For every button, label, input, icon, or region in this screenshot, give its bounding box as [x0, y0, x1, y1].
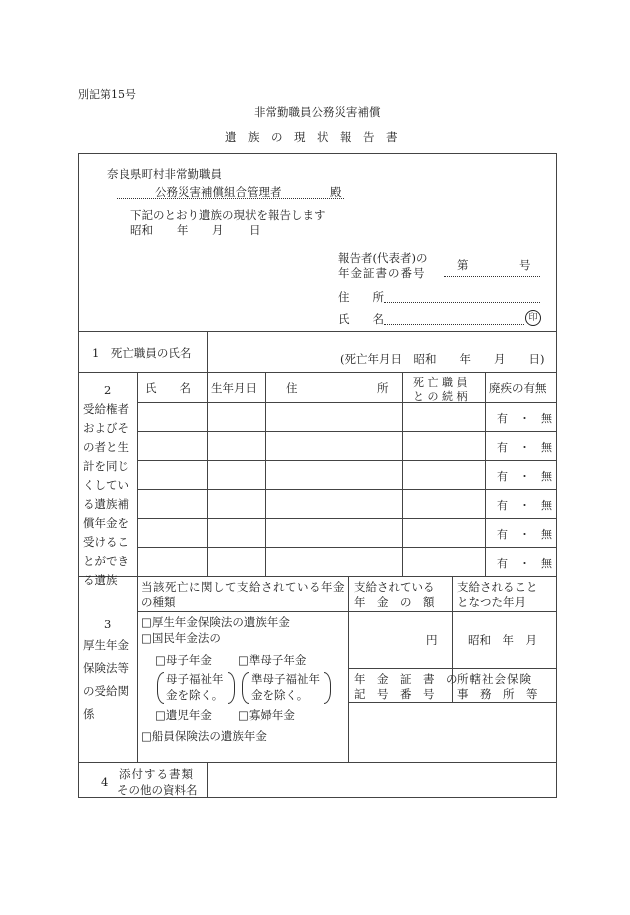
col-birth: 生年月日: [211, 381, 257, 395]
col-relation-1: 死 亡 職 員: [413, 376, 468, 389]
sec2-number: 2: [104, 383, 112, 397]
line-col-relation: [402, 372, 403, 576]
addressee-org: 奈良県町村非常勤職員: [107, 167, 222, 181]
sec3-side-label-4: 係: [83, 707, 95, 721]
title-line-1: 非常勤職員公務災害補償: [254, 105, 381, 119]
sec4-number: 4: [101, 775, 109, 789]
note-mother-child-2: 金を除く。: [166, 688, 224, 702]
sec3-side-label-1: 厚生年金: [83, 638, 129, 652]
sec4-label-1: 添付する書類: [119, 767, 194, 781]
frame-top: [78, 153, 556, 154]
report-date-year: 年: [177, 223, 189, 237]
h-amount-1: 支給されている: [354, 580, 435, 594]
h-start-2: となつた年月: [457, 595, 526, 609]
line-sec3-mid2: [348, 702, 556, 703]
col-address-2: 所: [377, 381, 389, 395]
cert-underline: [444, 276, 540, 277]
line-sec1-divider: [207, 331, 208, 372]
line-sec3-col1: [348, 576, 349, 762]
line-sec3-top: [78, 576, 556, 577]
h-pension-type-2: の種類: [141, 595, 176, 609]
option-employee-pension: □厚生年金保険法の遺族年金: [141, 615, 290, 629]
option-widow-pension: □寡婦年金: [238, 708, 295, 722]
sec3-side-label-2: 保険法等: [83, 661, 129, 675]
line-sec1-top: [78, 331, 556, 332]
frame-left: [78, 153, 79, 798]
h-cert-number-1: 年 金 証 書 の: [354, 672, 458, 686]
note-mother-child-1: 母子福祉年: [166, 672, 224, 686]
disability-choice: 有 ・ 無: [497, 412, 552, 425]
note-semi-mother-child-2: 金を除く。: [251, 688, 309, 702]
h-start-1: 支給されること: [457, 580, 538, 594]
disability-choice: 有 ・ 無: [497, 441, 552, 454]
h-cert-number-2: 記 号 番 号: [354, 687, 435, 701]
form-number: 別記第15号: [78, 88, 136, 101]
cert-prefix: 第: [457, 258, 469, 272]
document-title: 遺 族 の 現 状 報 告 書: [225, 130, 398, 144]
paren-right-icon: [228, 672, 235, 704]
disability-choice: 有 ・ 無: [497, 499, 552, 512]
line-sec4-divider: [207, 762, 208, 797]
seal-icon: 印: [525, 310, 541, 326]
name-underline: [384, 324, 524, 325]
reporter-label-2: 年金証書の番号: [338, 266, 426, 280]
report-date-day: 日: [249, 223, 261, 237]
line-row: [137, 518, 556, 519]
reporter-label-1: 報告者(代表者)の: [338, 251, 428, 265]
sec1-death-date: (死亡年月日 昭和 年 月 日): [340, 352, 545, 366]
sec3-number: 3: [104, 617, 112, 631]
col-relation-2: と の 続 柄: [413, 390, 468, 403]
h-pension-type-1: 当該死亡に関して支給されている年金: [141, 580, 345, 594]
option-mother-child: □母子年金: [155, 653, 212, 667]
option-national-pension: □国民年金法の: [141, 631, 221, 645]
yen-unit: 円: [426, 633, 438, 647]
option-semi-mother-child: □準母子年金: [238, 653, 307, 667]
line-col-addr: [265, 372, 266, 576]
disability-choice: 有 ・ 無: [497, 557, 552, 570]
line-sec2-header: [137, 402, 556, 403]
sec3-side-label-3: の受給関: [83, 684, 129, 698]
disability-choice: 有 ・ 無: [497, 470, 552, 483]
col-name: 氏 名: [145, 381, 191, 395]
paren-left-icon: [157, 672, 164, 704]
col-address-1: 住: [286, 381, 298, 395]
note-semi-mother-child-1: 準母子福祉年: [251, 672, 320, 686]
address-underline: [384, 302, 540, 303]
line-col-birth: [207, 372, 208, 576]
paren-right-icon: [324, 672, 331, 704]
h-amount-2: 年 金 の 額: [354, 595, 435, 609]
line-row: [137, 489, 556, 490]
sec4-label-2: その他の資料名: [117, 783, 198, 797]
addressee-title: 公務災害補償組合管理者: [155, 185, 282, 199]
line-row: [137, 431, 556, 432]
report-date-month: 月: [212, 223, 224, 237]
honorific: 殿: [330, 185, 342, 199]
sec1-label: 1 死亡職員の氏名: [92, 346, 192, 360]
line-row: [137, 547, 556, 548]
frame-right: [556, 153, 557, 798]
report-sentence: 下記のとおり遺族の現状を報告します: [130, 208, 326, 222]
report-date-era: 昭和: [130, 223, 153, 237]
option-orphan-pension: □遺児年金: [155, 708, 212, 722]
option-seamen-insurance: □船員保険法の遺族年金: [141, 729, 267, 743]
cert-suffix: 号: [519, 258, 531, 272]
h-office-2: 事 務 所 等: [457, 687, 538, 701]
h-office-1: 所轄社会保険: [457, 672, 532, 686]
line-sec3-header: [137, 611, 556, 612]
disability-choice: 有 ・ 無: [497, 528, 552, 541]
sec2-side-label: 受給権者およびその者と生計を同じくしている遺族補償年金を受けることができる遺族: [83, 402, 129, 587]
line-sec4-top: [78, 762, 556, 763]
address-label: 住 所: [338, 290, 384, 304]
line-col-disability: [485, 372, 486, 576]
name-label: 氏 名: [338, 312, 384, 326]
line-side-col: [137, 372, 138, 762]
paren-left-icon: [242, 672, 249, 704]
line-row: [137, 460, 556, 461]
col-disability: 廃疾の有無: [489, 381, 547, 395]
start-date: 昭和 年 月: [468, 633, 537, 647]
